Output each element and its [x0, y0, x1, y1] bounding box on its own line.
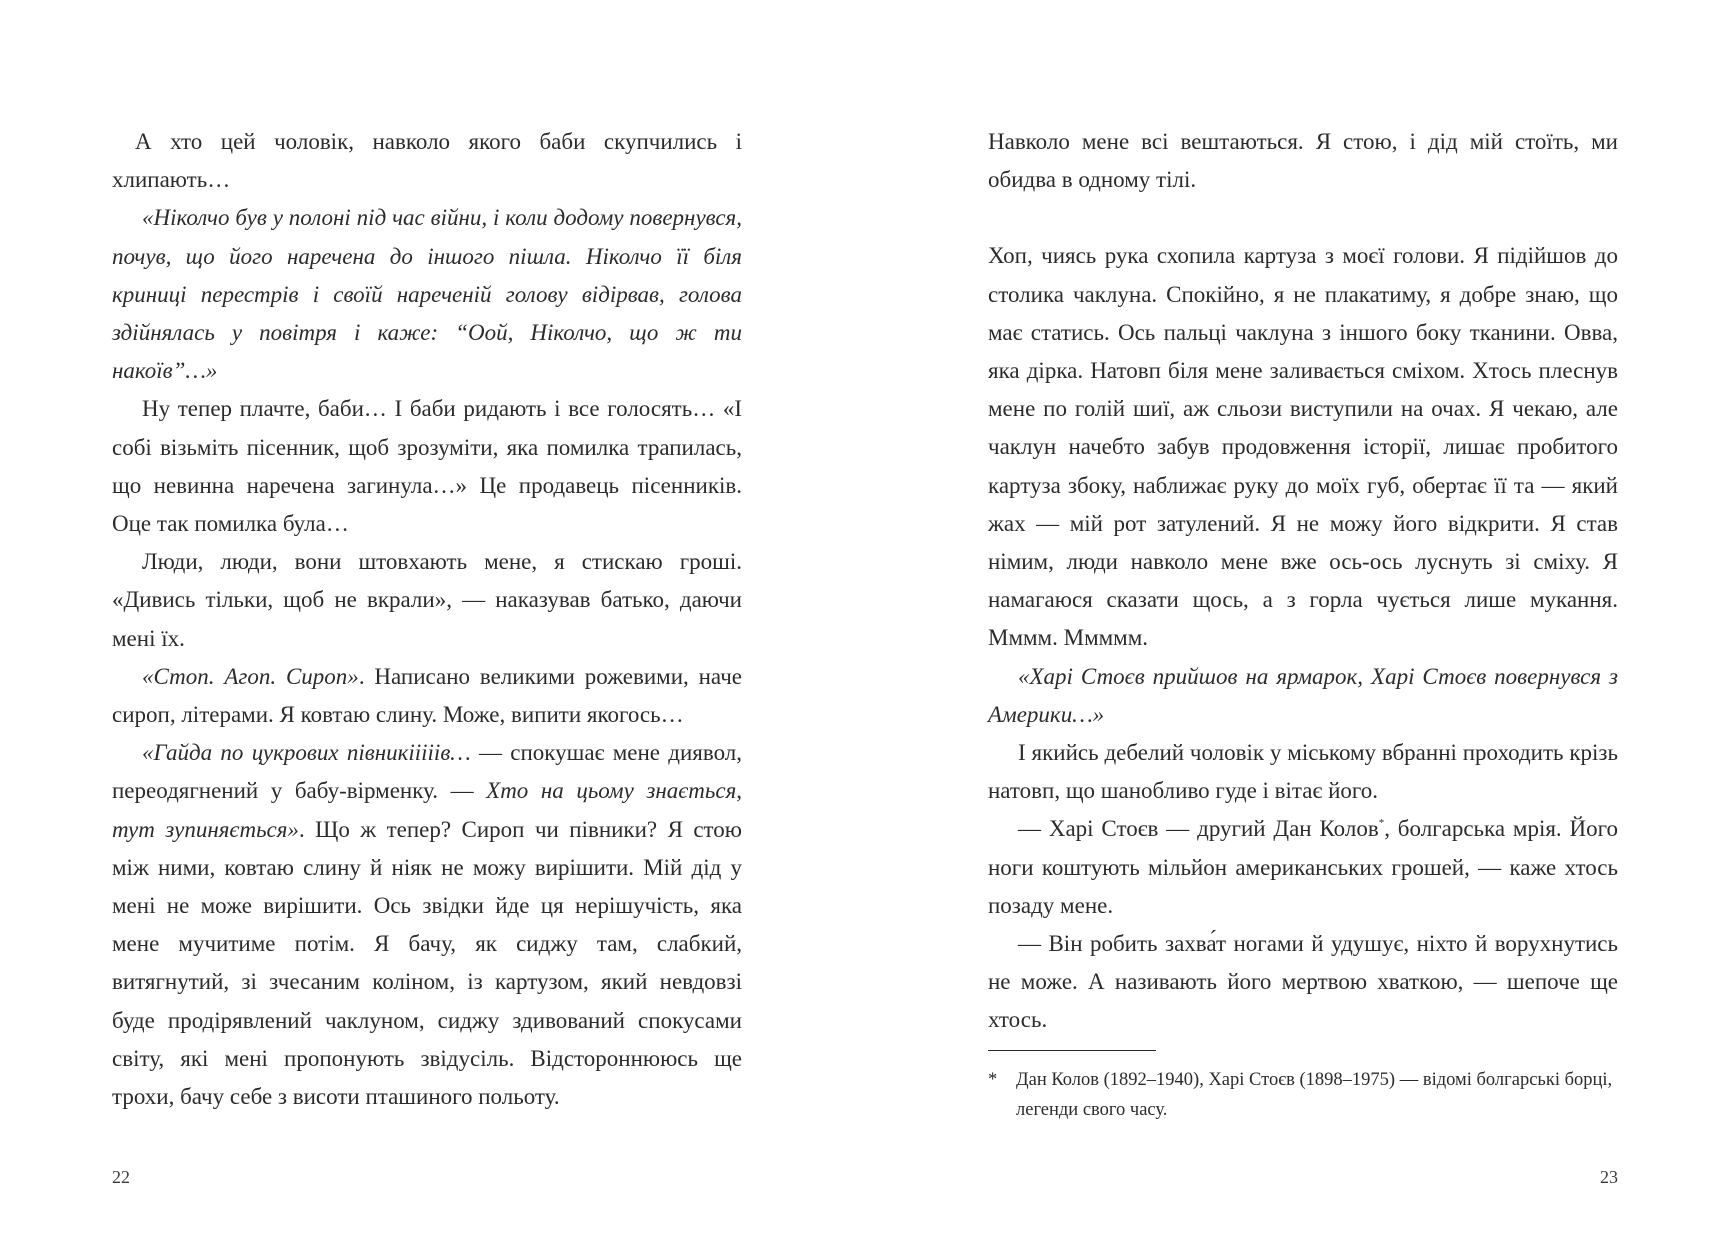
paragraph	[112, 658, 742, 734]
paragraph	[112, 543, 742, 658]
paragraph	[988, 658, 1618, 734]
italic-quote: «Гайда по цукрових півникііііів…	[142, 740, 471, 766]
paragraph	[112, 123, 742, 199]
paragraph-text: , болгарська мрія. Його ноги коштують мільйон американських грошей, — каже хтось позаду мене.	[988, 816, 1618, 918]
paragraph-text: І якийсь дебелий чоловік у міському вбранні проходить крізь натовп, що шанобливо гуде і вітає його.	[988, 740, 1618, 804]
left-page	[0, 0, 856, 1258]
paragraph-text: . Що ж тепер? Сироп чи півники? Я стою між ними, ковтаю слину й ніяк не можу вирішити. Мій дід у мені не може вирішити. Ось звідки йде ця нерішучість, яка мене мучитиме потім. Я бачу, як сиджу там, слабкий, витягнутий, зі зчесаним коліном, із картузом, який невдовзі буде продірявлений чаклуном, сиджу здивований спокусами світу, які мені пропонують звідусіль. Відстороннююсь ще трохи, бачу себе з висоти пташиного польоту.	[112, 816, 742, 1110]
italic-quote: «Ніколчо був у полоні під час війни, і коли додому повернувся, почув, що його наречена до іншого пішла. Ніколчо її біля криниці перестрів і своїй нареченій голову відірвав, голова здійнялась у повітря і каже: “Оой, Ніколчо, що ж ти накоїв”…»	[112, 205, 742, 384]
paragraph	[988, 810, 1618, 925]
page-number: 23	[1600, 1167, 1618, 1187]
paragraph-text: Хоп, чиясь рука схопила картуза з моєї голови. Я підійшов до столика чаклуна. Спокійно, я не плакатиму, я добре знаю, що має статись. Ось пальці чаклуна з іншого боку тканини. Овва, яка дірка. Натовп біля мене заливається сміхом. Хтось плеснув мене по голій шиї, аж сльози виступили на очах. Я чекаю, але чаклун начебто забув продовження історії, лишає пробитого картуза збоку, наближає руку до моїх губ, обертає її та — який жах — мій рот затулений. Я не можу його відкрити. Я став німим, люди навколо мене вже ось-ось луснуть зі сміху. Я намагаюся сказати щось, а з горла чується лише мукання. Мммм. Ммммм.	[988, 243, 1618, 651]
paragraph-text: — Він робить захва́т ногами й удушує, ніхто й ворухнутись не може. А називають його мертвою хваткою, — шепоче ще хтось.	[988, 931, 1618, 1033]
right-page-text	[988, 123, 1618, 1040]
footnote-body	[988, 1065, 1618, 1125]
italic-quote: «Харі Стоєв прийшов на ярмарок, Харі Стоєв повернувся з Америки…»	[988, 663, 1618, 727]
paragraph-text: Люди, люди, вони штовхають мене, я стискаю гроші. «Дивись тільки, щоб не вкрали», — наказував батько, даючи мені їх.	[112, 549, 742, 651]
italic-quote: «Стоп. Агоп. Сироп»	[142, 663, 359, 689]
footnote-divider	[988, 1050, 1156, 1051]
paragraph-text: — спокушає мене диявол, переодягнений у бабу-вірменку. —	[112, 740, 742, 804]
footnote-text: Дан Колов (1892–1940), Харі Стоєв (1898–1975) — відомі болгарські борці, легенди свого часу.	[1016, 1070, 1613, 1120]
footnote-mark: *	[988, 1070, 998, 1090]
paragraph	[988, 237, 1618, 657]
paragraph	[112, 199, 742, 390]
paragraph	[988, 734, 1618, 810]
paragraph-text: — Харі Стоєв — другий Дан Колов	[1018, 816, 1379, 842]
italic-quote: Хто на цьому знається, тут зупиняється»	[112, 778, 743, 842]
paragraph	[112, 390, 742, 543]
left-page-text	[112, 123, 742, 1116]
paragraph	[112, 734, 742, 1116]
footnote	[988, 1050, 1618, 1125]
page-number: 22	[112, 1167, 130, 1187]
paragraph-text: Ну тепер плачте, баби… І баби ридають і все голосять… «І собі візьміть пісенник, щоб зрозуміти, яка помилка трапилась, що невинна наречена загинула…» Це продавець пісенників. Оце так помилка була…	[112, 396, 742, 537]
paragraph	[988, 925, 1618, 1040]
paragraph-text: . Написано великими рожевими, наче сироп, літерами. Я ковтаю слину. Може, випити якогось…	[112, 663, 742, 728]
footnote-marker[interactable]: *	[1378, 817, 1385, 830]
paragraph-text: А хто цей чоловік, навколо якого баби скупчились і хлипають…	[112, 129, 742, 193]
paragraph	[988, 123, 1618, 199]
paragraph-text: Навколо мене всі вештаються. Я стою, і дід мій стоїть, ми обидва в одному тілі.	[988, 129, 1618, 193]
right-page	[856, 0, 1713, 1258]
